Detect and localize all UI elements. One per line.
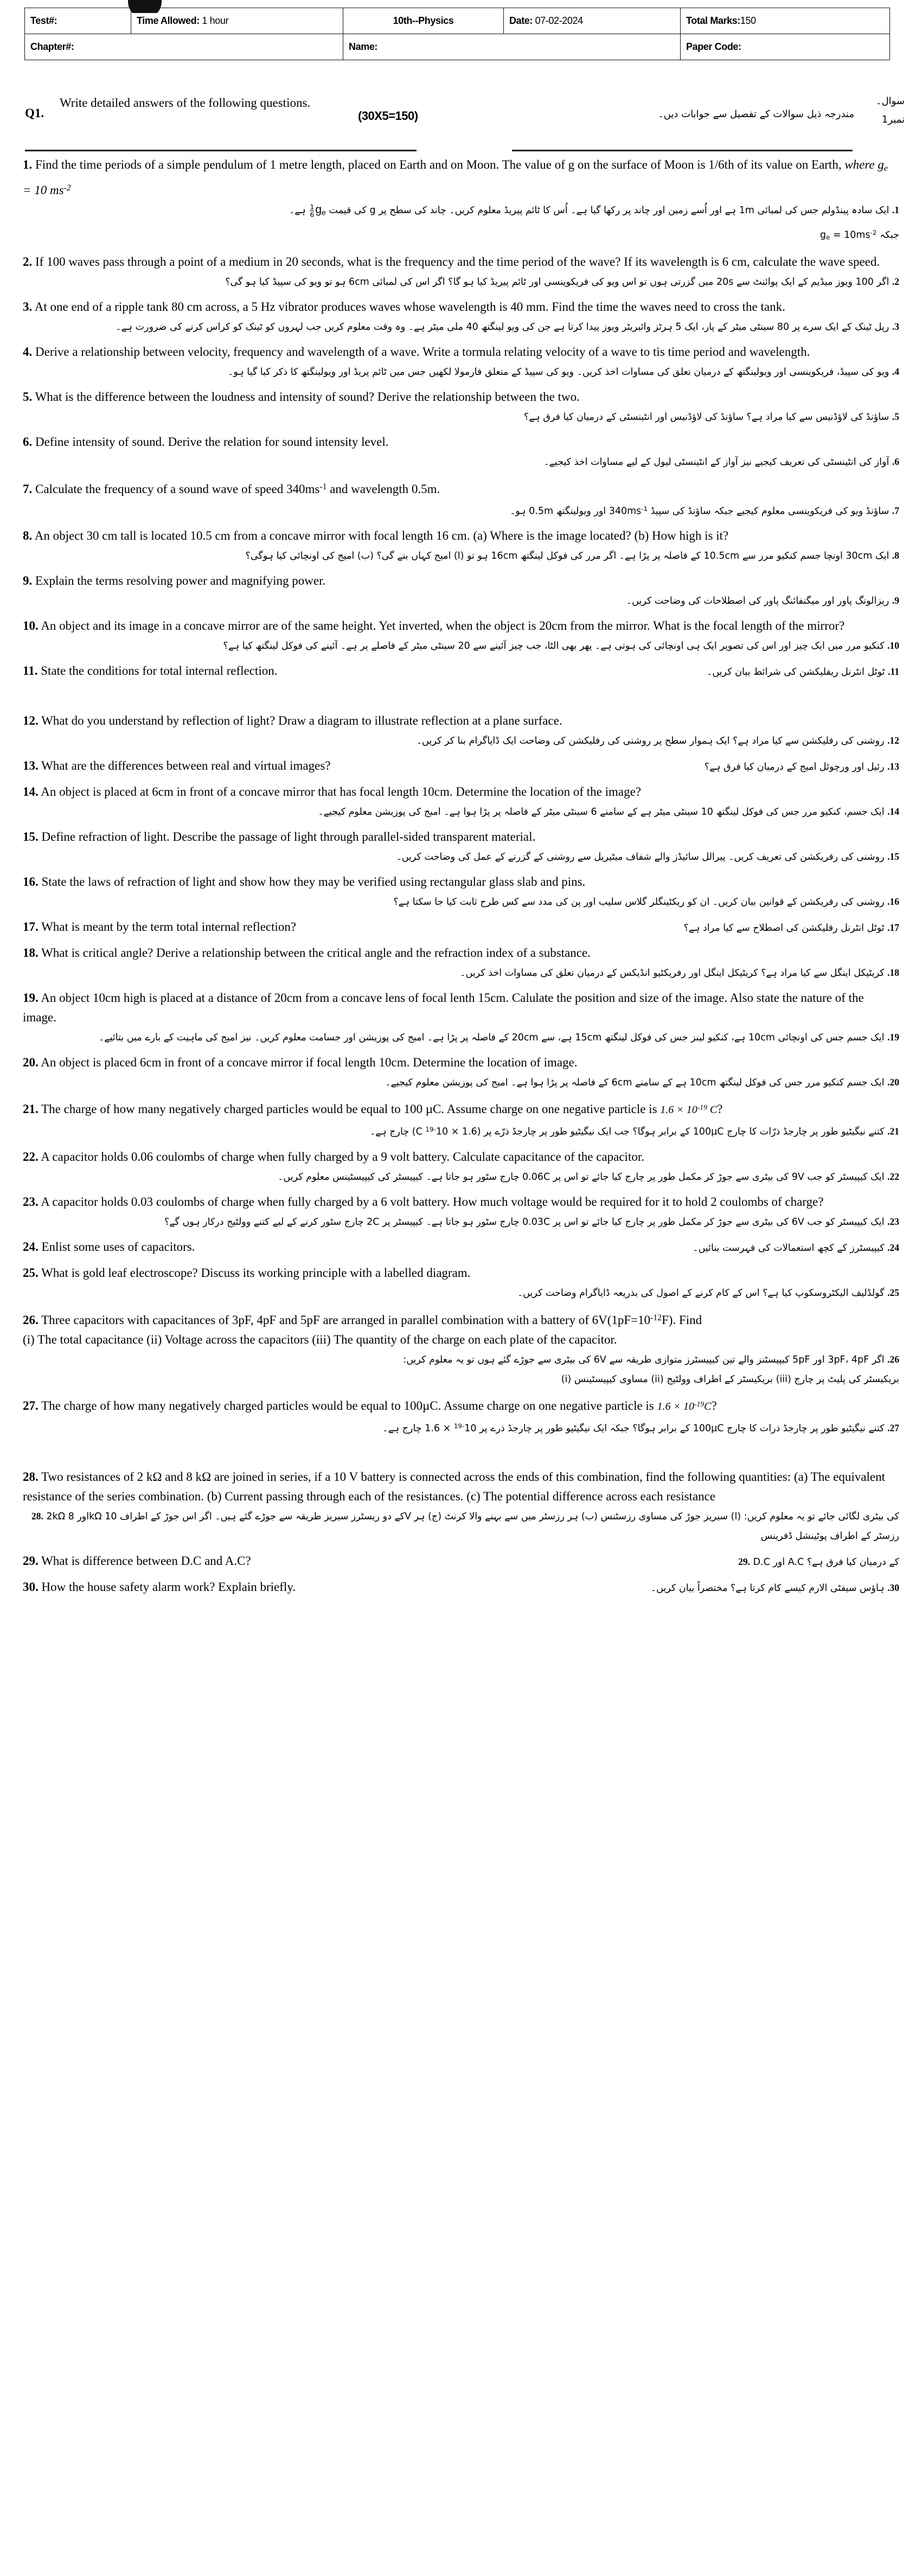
question-spacer xyxy=(0,382,922,387)
question-number-urdu: 13. xyxy=(887,761,899,772)
question-english: 16. State the laws of refraction of light and show how they may be verified using rectangular glass slab and pins. xyxy=(23,875,586,889)
question-urdu: 6. آواز کی انٹینسٹی کی تعریف کیجیے نیز آواز کے انٹینسٹی لیول کے لیے مساوات اخذ کیجیے۔ xyxy=(543,456,899,468)
question-number-urdu: 5. xyxy=(892,411,899,422)
question-number: 18. xyxy=(23,946,39,960)
question-number-urdu: 28. xyxy=(31,1511,43,1522)
question-english: 7. Calculate the frequency of a sound wave of speed $340ms^{-1}$ and wavelength 0.5m. xyxy=(23,482,440,496)
question-number: 10. xyxy=(23,619,39,633)
divider-right xyxy=(512,150,853,151)
question-list xyxy=(0,155,922,1603)
question-number-urdu: 16. xyxy=(887,896,899,907)
question-block xyxy=(0,616,922,656)
question-spacer xyxy=(0,656,922,661)
question-spacer xyxy=(0,1389,922,1395)
instruction-question-number: Q1. xyxy=(25,106,44,120)
label-subject: 10th--Physics xyxy=(393,15,454,26)
question-number: 7. xyxy=(23,482,33,496)
question-number: 12. xyxy=(23,714,39,728)
question-block xyxy=(0,432,922,472)
question-english: 13. What are the differences between real and virtual images? xyxy=(23,759,331,773)
question-english: 1. Find the time periods of a simple pendulum of 1 metre length, placed on Earth and on Moon. The value of g on the surface of Moon is 1/6th of its value on Earth, where $g_e = 10$ $ms^{-2}$ xyxy=(23,158,888,197)
question-number: 6. xyxy=(23,434,33,449)
question-spacer xyxy=(0,427,922,432)
question-block xyxy=(0,756,922,777)
question-english: 19. An object 10cm high is placed at a distance of 20cm from a concave lens of focal lenth 15cm. Calulate the position and size of the image. Also state the nature of the image. xyxy=(23,991,864,1025)
question-number-urdu: 11. xyxy=(888,666,899,677)
question-number: 8. xyxy=(23,529,33,543)
question-number-urdu: 23. xyxy=(887,1216,899,1227)
question-english: 6. Define intensity of sound. Derive the relation for sound intensity level. xyxy=(23,434,389,449)
question-spacer xyxy=(0,912,922,917)
question-number-urdu: 24. xyxy=(887,1242,899,1253)
question-number-urdu: 15. xyxy=(887,851,899,862)
question-urdu: 16. روشنی کی رفریکشن کے قوانین بیان کریں۔ ان کو ریکٹینگلر گلاس سلیب اور پن کی مدد سے کس طرح ثابت کیا جا سکتا ہے؟ xyxy=(393,896,899,908)
question-number: 30. xyxy=(23,1580,39,1594)
value-total-marks: 150 xyxy=(740,15,756,26)
question-number: 29. xyxy=(23,1554,39,1568)
instruction-urdu-label-line2: نمبر1 xyxy=(881,114,905,125)
label-total-marks: Total Marks: xyxy=(686,15,740,26)
question-row-bilingual xyxy=(0,917,922,938)
question-spacer xyxy=(0,1187,922,1192)
question-urdu: 19. ایک جسم جس کی اونچائی 10cm ہے، کنکیو لینز جس کی فوکل لینگتھ 15cm ہے، سے 20cm کے فاصلہ پر پڑا ہے۔ امیج کی پوزیشن اور جسامت معلوم کریں۔ نیز امیج کی ماہیت کے بارے میں بتائیے۔ xyxy=(99,1032,899,1044)
question-block xyxy=(0,1263,922,1303)
question-block xyxy=(0,917,922,938)
question-spacer xyxy=(0,566,922,571)
value-date: 07-02-2024 xyxy=(533,15,583,26)
question-spacer xyxy=(0,247,922,252)
question-spacer xyxy=(0,1258,922,1263)
question-row-bilingual xyxy=(0,661,922,682)
question-urdu: 5. ساؤنڈ کی لاؤڈنیس سے کیا مراد ہے؟ ساؤنڈ کی لاؤڈنیس اور انٹینسٹی کے درمیان کیا فرق ہے؟ xyxy=(523,411,899,423)
question-number-urdu: 25. xyxy=(887,1287,899,1298)
question-number-urdu: 7. xyxy=(892,505,899,516)
question-english: 28. Two resistances of 2 kΩ and 8 kΩ are joined in series, if a 10 V battery is connected across the ends of this combination, find the following quantities: (a) The equivalent resistance of the series combination. (b) Current passing through each of the resistances. (c) The potential difference across each resistance xyxy=(23,1470,886,1504)
question-spacer xyxy=(0,1232,922,1237)
question-block xyxy=(0,1395,922,1438)
question-block xyxy=(0,782,922,822)
question-number: 27. xyxy=(23,1398,39,1412)
instruction-urdu-label-line1: سوال۔ xyxy=(875,95,905,107)
question-number: 14. xyxy=(23,785,39,799)
question-english: 15. Define refraction of light. Describe the passage of light through parallel-sided transparent material. xyxy=(23,830,536,844)
question-english: 22. A capacitor holds 0.06 coulombs of charge when fully charged by a 9 volt battery. Calculate capacitance of the capacitor. xyxy=(23,1149,644,1164)
question-number: 16. xyxy=(23,875,39,889)
question-number-urdu: 4. xyxy=(892,366,899,377)
question-urdu: 24. کیپیسٹرز کے کچھ استعمالات کی فہرست بنائیں۔ xyxy=(693,1242,899,1254)
question-spacer xyxy=(0,611,922,616)
question-urdu: 10. کنکیو مرر میں ایک چیز اور اس کی تصویر ایک ہی اونچائی کی ہوتی ہے۔ پھر بھی الٹا، جب چیز آئینے سے 20 سینٹی میٹر کے فاصلے پر ہے۔ آئینے کی فوکل لینگتھ کیا ہے؟ xyxy=(223,640,899,652)
question-spacer xyxy=(0,1598,922,1603)
header-row-1 xyxy=(25,8,890,34)
question-urdu: 1. ایک سادہ پینڈولم جس کی لمبائی 1m ہے اور اُسے زمین اور چاند پر رکھا گیا ہے۔ اُس کا ٹائم پیریڈ معلوم کریں۔ چاند کی سطح پر g کی قیمت $g_e$ $\frac{1}{6}$ ہے۔ xyxy=(289,202,899,219)
question-spacer xyxy=(0,472,922,477)
question-english: 9. Explain the terms resolving power and magnifying power. xyxy=(23,574,326,588)
question-number-urdu: 14. xyxy=(887,806,899,817)
question-spacer xyxy=(0,1047,922,1053)
question-spacer xyxy=(0,682,922,711)
question-block xyxy=(0,387,922,427)
question-english: 3. At one end of a ripple tank 80 cm across, a 5 Hz vibrator produces waves whose wavelength is 40 mm. Find the time the waves need to cross the tank. xyxy=(23,299,785,314)
header-cell-time-allowed xyxy=(131,8,343,34)
question-block xyxy=(0,342,922,382)
question-number: 4. xyxy=(23,344,33,359)
header-cell-date xyxy=(504,8,681,34)
question-number: 22. xyxy=(23,1149,39,1164)
question-urdu: 12. روشنی کی رفلیکشن سے کیا مراد ہے؟ ایک ہموار سطح پر روشنی کی رفلیکشن کی وضاحت ایک ڈایاگرام بنا کر کریں۔ xyxy=(416,735,899,747)
question-urdu: 11. ٹوٹل انٹرنل ریفلیکشن کی شرائط بیان کریں۔ xyxy=(707,666,899,678)
question-number-urdu: 17. xyxy=(887,922,899,934)
question-english: 10. An object and its image in a concave mirror are of the same height. Yet inverted, when the object is 20cm from the mirror. What is the focal length of the mirror? xyxy=(23,619,845,633)
question-block xyxy=(0,711,922,751)
question-number: 24. xyxy=(23,1239,39,1254)
question-english: 18. What is critical angle? Derive a relationship between the critical angle and the refraction index of a substance. xyxy=(23,946,591,960)
question-urdu: 15. روشنی کی رفریکشن کی تعریف کریں۔ پیرالل سائیڈز والے شفاف میٹیریل سے روشنی کے گزرنے کے عمل کی وضاحت کریں۔ xyxy=(396,851,899,863)
question-urdu: 20. ایک جسم کنکیو مرر جس کی فوکل لینگتھ 10cm ہے کے سامنے 6cm کے فاصلہ پر پڑا ہوا ہے۔ امیج کی پوزیشن معلوم کیجیے۔ xyxy=(385,1077,899,1089)
question-number-urdu: 6. xyxy=(892,456,899,467)
question-number-urdu: 1. xyxy=(892,204,899,215)
question-number: 1. xyxy=(23,158,33,171)
question-english: 26. Three capacitors with capacitances of 3pF, 4pF and 5pF are arranged in parallel combination with a battery of $6V(1pF=10^{-12}F)$. Find (i) The total capacitance (ii) Voltage across the capacitors (iii) The quantity of the charge on each plate of the capacitor. xyxy=(23,1313,702,1346)
question-number-urdu: 8. xyxy=(892,550,899,561)
question-urdu: 21. کتنے نیگیٹیو طور پر چارجڈ ذرّات کا چارج 100µC کے برابر ہوگا؟ جب ایک نیگیٹیو طور پر چارجڈ ذرّے پر ($1.6 \times 10^{-19}$ C) چارج ہے۔ xyxy=(369,1126,899,1137)
question-block xyxy=(0,1551,922,1572)
question-block xyxy=(0,297,922,337)
question-english: 2. If 100 waves pass through a point of a medium in 20 seconds, what is the frequency and the time period of the wave? If its wavelength is 6 cm, calculate the wave speed. xyxy=(23,254,880,269)
header-cell-name xyxy=(343,34,681,60)
question-block xyxy=(0,1192,922,1232)
question-number-urdu: 2. xyxy=(892,276,899,287)
label-chapter-number: Chapter#: xyxy=(30,41,74,52)
question-spacer xyxy=(0,751,922,756)
label-paper-code: Paper Code: xyxy=(686,41,741,52)
question-english: 23. A capacitor holds 0.03 coulombs of charge when fully charged by a 6 volt battery. How much voltage would be required for it to hold 2 coulombs of charge? xyxy=(23,1194,824,1209)
question-number: 17. xyxy=(23,920,39,934)
question-urdu: 30. ہاؤس سیفٹی الارم کیسے کام کرتا ہے؟ مختصراً بیان کریں۔ xyxy=(650,1582,899,1594)
question-number: 11. xyxy=(23,664,38,678)
question-number: 9. xyxy=(23,574,33,588)
question-number: 21. xyxy=(23,1102,39,1116)
question-block xyxy=(0,1098,922,1141)
question-urdu: 4. ویو کی سپیڈ، فریکوینسی اور ویولینگتھ کے درمیان تعلق کی مساوات اخذ کریں۔ ویو کی سپیڈ کے متعلق فارمولا لکھیں جس میں ٹائم پریڈ اور ویولینگتھ کا ذکر کیا گیا ہو۔ xyxy=(228,366,899,378)
question-block xyxy=(0,943,922,983)
question-urdu: 18. کریٹیکل اینگل سے کیا مراد ہے؟ کریٹیکل اینگل اور رفریکٹیو انڈیکس کے درمیان تعلق کی مساوات اخذ کریں۔ xyxy=(460,967,899,979)
question-spacer xyxy=(0,1303,922,1308)
question-row-bilingual xyxy=(0,1237,922,1258)
question-block xyxy=(0,252,922,292)
question-spacer xyxy=(0,983,922,988)
instruction-urdu-label xyxy=(867,92,905,129)
question-number: 26. xyxy=(23,1313,39,1327)
question-urdu: 25. گولڈلیف الیکٹروسکوپ کیا ہے؟ اس کے کام کرنے کے اصول کی بذریعہ ڈایاگرام وضاحت کریں۔ xyxy=(517,1287,899,1299)
question-number-urdu: 9. xyxy=(892,595,899,606)
label-date: Date: xyxy=(509,15,533,26)
header-cell-subject xyxy=(343,8,504,34)
question-number: 13. xyxy=(23,759,39,773)
question-block xyxy=(0,872,922,912)
question-block xyxy=(0,155,922,247)
question-english: 4. Derive a relationship between velocity, frequency and wavelength of a wave. Write a tormula relating velocity of a wave to tis time period and wavelength. xyxy=(23,344,810,359)
header-row-2 xyxy=(25,34,890,60)
question-number-urdu: 26. xyxy=(887,1353,899,1365)
question-number: 19. xyxy=(23,991,39,1005)
question-number-urdu: 30. xyxy=(887,1582,899,1594)
question-block xyxy=(0,477,922,521)
question-urdu-extra: جبکہ $g_e = 10ms^{-2}$ xyxy=(819,228,899,241)
instruction-band xyxy=(0,91,922,133)
instruction-english-text: Write detailed answers of the following questions. xyxy=(60,96,311,110)
question-number-urdu: 12. xyxy=(887,735,899,746)
label-test-number: Test#: xyxy=(30,15,57,26)
question-spacer xyxy=(0,938,922,943)
question-block xyxy=(0,1053,922,1092)
question-spacer xyxy=(0,1546,922,1551)
question-urdu: 9. ریزالونگ پاور اور میگنفائنگ پاور کی اصطلاحات کی وضاحت کریں۔ xyxy=(626,595,899,607)
divider-left xyxy=(25,150,417,151)
question-number-urdu: 19. xyxy=(887,1032,899,1043)
question-urdu: 29. D.C اور A.C کے درمیان کیا فرق ہے؟ xyxy=(738,1556,899,1568)
question-spacer xyxy=(0,822,922,827)
header-cell-test-number xyxy=(25,8,131,34)
question-spacer xyxy=(0,867,922,872)
question-block xyxy=(0,526,922,566)
value-time-allowed: 1 hour xyxy=(199,15,229,26)
question-number-urdu: 18. xyxy=(887,967,899,979)
exam-header-table xyxy=(24,8,890,60)
question-english: 14. An object is placed at 6cm in front of a concave mirror that has focal length 10cm. Determine the location of the image? xyxy=(23,785,642,799)
question-number-urdu: 20. xyxy=(887,1077,899,1088)
question-row-bilingual xyxy=(0,1551,922,1572)
question-row-bilingual xyxy=(0,1577,922,1598)
instruction-marks: (30X5=150) xyxy=(358,109,418,123)
question-block xyxy=(0,1147,922,1187)
question-english: 21. The charge of how many negatively charged particles would be equal to 100 µC. Assume charge on one negative particle is $1.6 \times 10^{-19}$ C? xyxy=(23,1102,723,1116)
question-number: 28. xyxy=(23,1470,39,1484)
question-block xyxy=(0,661,922,682)
label-name: Name: xyxy=(349,41,378,52)
question-block xyxy=(0,1467,922,1546)
question-block xyxy=(0,1237,922,1258)
question-block xyxy=(0,571,922,611)
header-cell-paper-code xyxy=(681,34,890,60)
question-number: 5. xyxy=(23,389,33,404)
question-number-urdu: 22. xyxy=(887,1171,899,1182)
question-english: 11. State the conditions for total internal reflection. xyxy=(23,664,278,678)
question-number: 15. xyxy=(23,830,39,844)
header-cell-chapter-number xyxy=(25,34,343,60)
question-spacer xyxy=(0,1572,922,1577)
question-urdu: 13. رئیل اور ورچوئل امیج کے درمیان کیا فرق ہے؟ xyxy=(704,761,899,773)
question-number: 3. xyxy=(23,299,33,314)
question-english: 29. What is difference between D.C and A.C? xyxy=(23,1554,251,1568)
question-spacer xyxy=(0,337,922,342)
question-block xyxy=(0,1577,922,1598)
question-english: 12. What do you understand by reflection of light? Draw a diagram to illustrate reflection at a plane surface. xyxy=(23,714,562,728)
question-row-bilingual xyxy=(0,756,922,777)
question-number-urdu: 29. xyxy=(738,1556,750,1568)
question-spacer xyxy=(0,777,922,782)
label-time-allowed: Time Allowed: xyxy=(137,15,200,26)
question-spacer xyxy=(0,1438,922,1467)
question-urdu: 14. ایک جسم، کنکیو مرر جس کی فوکل لینگتھ 10 سینٹی میٹر ہے کے سامنے 6 سینٹی میٹر کے فاصلہ پر پڑا ہوا ہے۔ امیج کی پوزیشن معلوم کیجیے۔ xyxy=(318,806,899,818)
question-number: 23. xyxy=(23,1194,39,1209)
question-urdu: 3. رپل ٹینک کے ایک سرے پر 80 سینٹی میٹر کے پار، ایک 5 ہرٹز وائبریٹر ویوز پیدا کرتا ہے جن کی ویو لینگتھ 40 ملی میٹر ہے۔ وہ وقت معلوم کریں جب لہروں کو ٹینک کو کراس کرنے کی ضرورت ہے۔ xyxy=(116,321,899,333)
question-number-urdu: 21. xyxy=(887,1126,899,1137)
question-urdu: 2. اگر 100 ویوز میڈیم کے ایک پوائنٹ سے 20s میں گزرتی ہوں تو اس ویو کی فریکوینسی اور ٹائم پیریڈ کیا ہو گا؟ اگر اس کی لمبائی 6cm ہو تو ویو کی سپیڈ کیا ہو گی؟ xyxy=(225,276,899,287)
question-block xyxy=(0,988,922,1047)
question-number-urdu: 27. xyxy=(887,1422,899,1434)
question-english: 30. How the house safety alarm work? Explain briefly. xyxy=(23,1580,296,1594)
question-number: 20. xyxy=(23,1056,39,1070)
question-spacer xyxy=(0,1142,922,1147)
question-spacer xyxy=(0,521,922,526)
question-urdu: 26. اگر 3pF، 4pF اور 5pF کیپیسٹنز والے تین کیپیسٹرز متوازی طریقہ سے 6V کی بیٹری سے جوڑے گئے ہوں تو یہ معلوم کریں: xyxy=(403,1353,899,1365)
question-urdu: 22. ایک کیپیسٹر کو جب 9V کی بیٹری سے جوڑ کر مکمل طور پر چارج کیا جائے تو اس پر 0.06C چارج سٹور ہو جاتا ہے۔ کیپیسٹر کی کیپیسٹینس معلوم کریں۔ xyxy=(278,1171,899,1182)
question-number: 2. xyxy=(23,254,33,269)
question-urdu: 8. ایک 30cm اونچا جسم کنکیو مرر سے 10.5cm کے فاصلہ پر پڑا ہے۔ اگر مرر کی فوکل لینگتھ 16cm ہو تو (ا) امیج کہاں بنے گی؟ (ب) امیج کی اونچائی کیا ہوگی؟ xyxy=(245,550,899,562)
question-english: 24. Enlist some uses of capacitors. xyxy=(23,1239,195,1254)
question-english: 27. The charge of how many negatively charged particles would be equal to 100µC. Assume charge on one negative particle is $1.6 \times 10^{-19}C$? xyxy=(23,1398,717,1412)
question-urdu: 28. 2kΩ اور 8kΩ کے دو ریسٹرز سیریز طریقہ سے جوڑے گئے ہیں۔ اگر اس جوڑ کے اطراف 10V کی بیٹری لگائی جائے تو یہ معلوم کریں: (ا) سیریز جوڑ کی مساوی رزسٹنس (ب) ہر رزسٹر میں سے بہنے والا کرنٹ (ج) ہر رزسٹر کے اطراف پوٹینشل ڈفرینس xyxy=(31,1511,899,1542)
question-spacer xyxy=(0,292,922,297)
instruction-urdu-text: مندرجہ ذیل سوالات کے تفصیل سے جوابات دیں۔ xyxy=(658,108,854,120)
question-number-urdu: 10. xyxy=(887,640,899,651)
question-urdu: 23. ایک کیپیسٹر کو جب 6V کی بیٹری سے جوڑ کر مکمل طور پر چارج کیا جائے تو اس پر 0.03C چارج سٹور ہو جاتا ہے۔ کیپیسٹر پر 2C چارج سٹور کرنے کے لیے کتنے وولٹیج درکار ہوں گے؟ xyxy=(164,1216,899,1228)
question-english: 20. An object is placed 6cm in front of a concave mirror if focal length 10cm. Determine the location of image. xyxy=(23,1056,578,1070)
question-urdu: 7. ساؤنڈ ویو کی فریکوینسی معلوم کیجیے جبکہ ساؤنڈ کی سپیڈ $340ms^{-1}$ اور ویولینگتھ 0.5m ہو۔ xyxy=(510,504,899,517)
question-english: 25. What is gold leaf electroscope? Discuss its working principle with a labelled diagram. xyxy=(23,1265,471,1280)
question-number: 25. xyxy=(23,1265,39,1280)
question-urdu: 27. کتنے نیگیٹیو طور پر چارجڈ ذرات کا چارج 100µC کے برابر ہوگا؟ جبکہ ایک نیگیٹیو طور پر چارجڈ ذرے پر $10^{-19} \times 1.6$ چارج ہے۔ xyxy=(382,1422,899,1434)
question-block xyxy=(0,1308,922,1389)
question-urdu-extra: (i) مساوی کیپیسٹینس (ii) بریکیسٹر کے اطراف وولٹیج (iii) بریکیسٹر کی پلیٹ پر چارج xyxy=(561,1373,899,1385)
question-spacer xyxy=(0,1092,922,1098)
header-cell-total-marks xyxy=(681,8,890,34)
question-english: 17. What is meant by the term total internal reflection? xyxy=(23,920,297,934)
question-english: 8. An object 30 cm tall is located 10.5 cm from a concave mirror with focal length 16 cm. (a) Where is the image located? (b) How high is it? xyxy=(23,529,729,543)
question-number-urdu: 3. xyxy=(892,321,899,332)
question-english: 5. What is the difference between the loudness and intensity of sound? Derive the relationship between the two. xyxy=(23,389,580,404)
question-urdu: 17. ٹوٹل انٹرنل رفلیکشن کی اصطلاح سے کیا مراد ہے؟ xyxy=(683,922,899,934)
question-block xyxy=(0,827,922,867)
